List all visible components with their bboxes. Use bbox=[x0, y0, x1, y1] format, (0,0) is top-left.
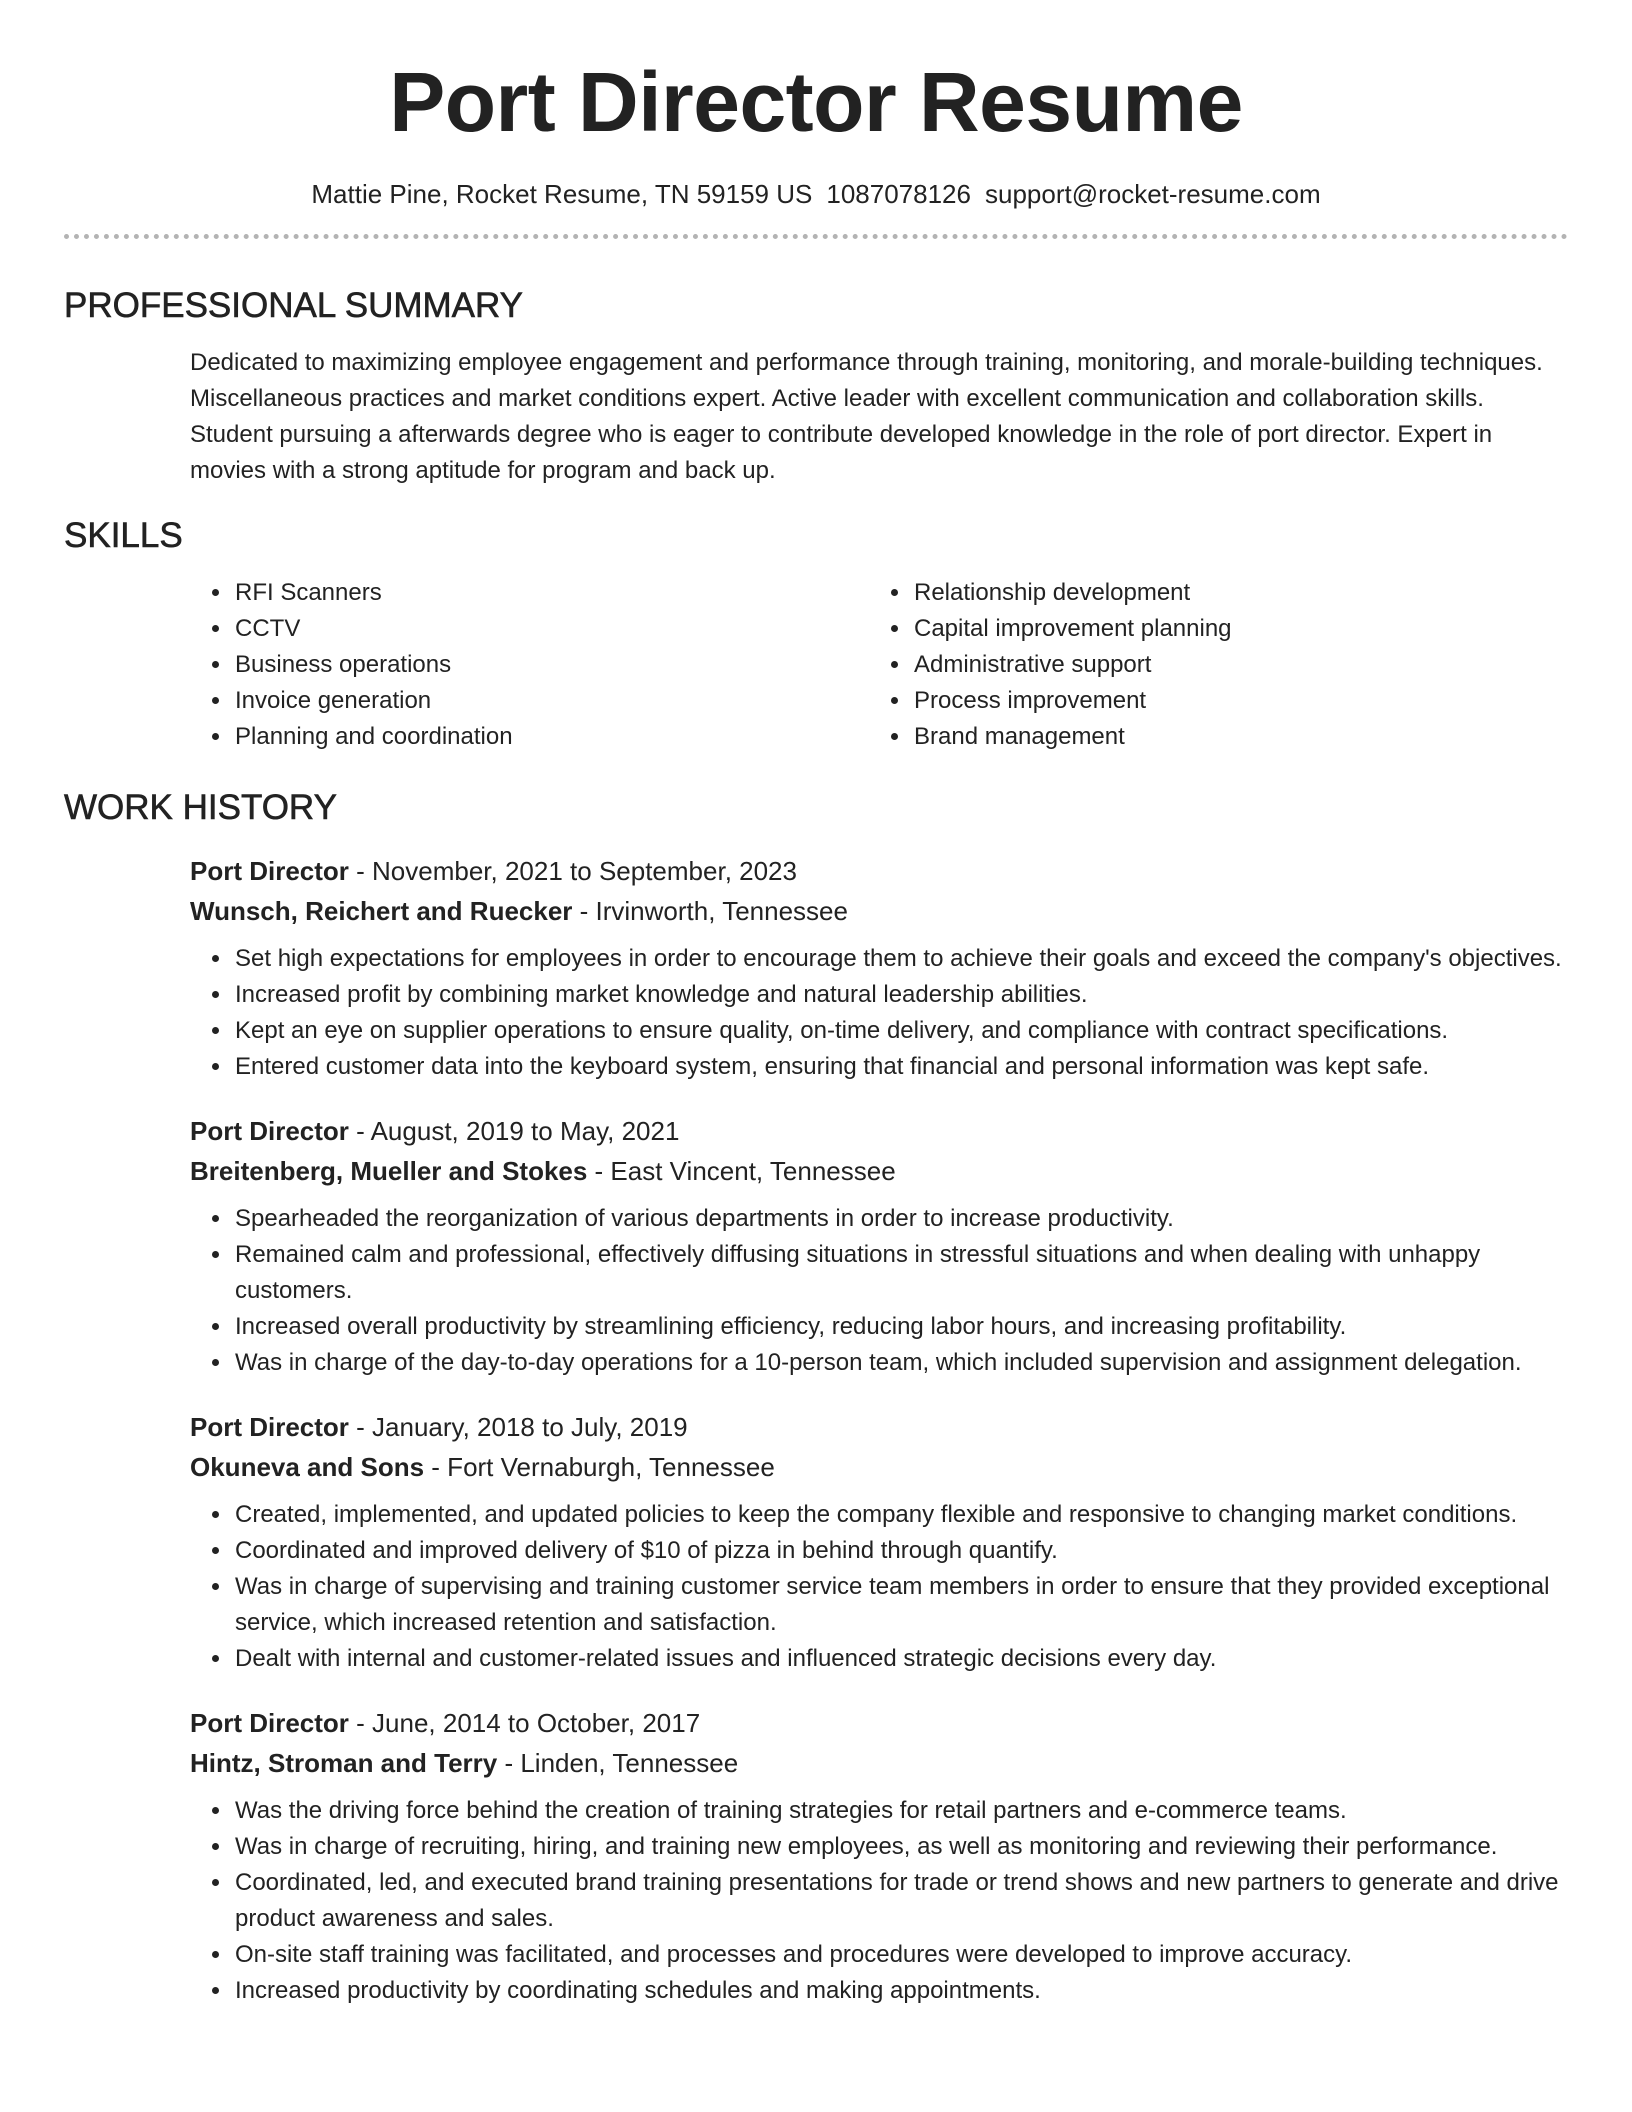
job-company: Wunsch, Reichert and Ruecker bbox=[190, 896, 573, 926]
skill-item: • Relationship development bbox=[912, 575, 1548, 611]
job-bullet: • Coordinated, led, and executed brand training presentations for trade or trend shows and new partners to generate and drive product awareness and sales. bbox=[233, 1865, 1568, 1937]
contact-address: Mattie Pine, Rocket Resume, TN 59159 US bbox=[311, 179, 813, 209]
job-dates: - January, 2018 to July, 2019 bbox=[348, 1412, 688, 1442]
job-company-line bbox=[190, 1447, 1568, 1487]
job-dates: - November, 2021 to September, 2023 bbox=[348, 856, 797, 886]
skill-item: • Process improvement bbox=[912, 683, 1548, 719]
job-location: - Fort Vernaburgh, Tennessee bbox=[424, 1452, 775, 1482]
job-dates: - August, 2019 to May, 2021 bbox=[348, 1116, 680, 1146]
contact-phone: 1087078126 bbox=[826, 179, 971, 209]
job-entry bbox=[190, 1111, 1568, 1381]
skill-item: • Invoice generation bbox=[233, 683, 869, 719]
summary-heading: PROFESSIONAL SUMMARY bbox=[64, 286, 523, 325]
skills-column-left bbox=[190, 575, 869, 755]
job-title-line bbox=[190, 851, 1568, 891]
header-divider bbox=[64, 234, 1568, 239]
job-title: Port Director bbox=[190, 1116, 349, 1146]
skill-item: • Brand management bbox=[912, 719, 1548, 755]
job-bullets bbox=[190, 1793, 1568, 2009]
job-location: - East Vincent, Tennessee bbox=[587, 1156, 896, 1186]
job-bullet: • Remained calm and professional, effectively diffusing situations in stressful situations and when dealing with unhappy customers. bbox=[233, 1237, 1568, 1309]
job-location: - Linden, Tennessee bbox=[497, 1748, 739, 1778]
job-bullet: • Was the driving force behind the creation of training strategies for retail partners and e-commerce teams. bbox=[233, 1793, 1568, 1829]
job-title-line bbox=[190, 1111, 1568, 1151]
job-bullet: • Dealt with internal and customer-related issues and influenced strategic decisions every day. bbox=[233, 1641, 1568, 1677]
job-entry bbox=[190, 1407, 1568, 1677]
contact-email[interactable]: support@rocket-resume.com bbox=[984, 179, 1321, 209]
job-title: Port Director bbox=[190, 1412, 349, 1442]
job-bullet: • Set high expectations for employees in order to encourage them to achieve their goals and exceed the company's objectives. bbox=[233, 941, 1568, 977]
job-bullet: • Kept an eye on supplier operations to ensure quality, on-time delivery, and compliance with contract specifications. bbox=[233, 1013, 1568, 1049]
skills-heading: SKILLS bbox=[64, 516, 183, 555]
job-bullet: • Was in charge of the day-to-day operations for a 10-person team, which included supervision and assignment delegation. bbox=[233, 1345, 1568, 1381]
job-dates: - June, 2014 to October, 2017 bbox=[348, 1708, 701, 1738]
skills-column-right bbox=[869, 575, 1548, 755]
job-company-line bbox=[190, 1743, 1568, 1783]
job-company: Okuneva and Sons bbox=[190, 1452, 425, 1482]
summary-text: Dedicated to maximizing employee engagement and performance through training, monitoring, and morale-building techniques. Miscellaneous practices and market conditions expert. Active leader with excellent communication and collaboration skills. Student pursuing a afterwards degree who is eager to contribute developed knowledge in the role of port director. Expert in movies with a strong aptitude for program and back up. bbox=[190, 349, 1543, 484]
skill-item: • Administrative support bbox=[912, 647, 1548, 683]
job-bullets bbox=[190, 1497, 1568, 1677]
job-bullet: • Created, implemented, and updated policies to keep the company flexible and responsive to changing market conditions. bbox=[233, 1497, 1568, 1533]
skill-item: • Business operations bbox=[233, 647, 869, 683]
job-company: Breitenberg, Mueller and Stokes bbox=[190, 1156, 588, 1186]
job-bullet: • Increased overall productivity by streamlining efficiency, reducing labor hours, and increasing profitability. bbox=[233, 1309, 1568, 1345]
job-bullet: • On-site staff training was facilitated, and processes and procedures were developed to improve accuracy. bbox=[233, 1937, 1568, 1973]
job-location: - Irvinworth, Tennessee bbox=[572, 896, 848, 926]
job-bullet: • Increased productivity by coordinating schedules and making appointments. bbox=[233, 1973, 1568, 2009]
job-company-line bbox=[190, 1151, 1568, 1191]
job-company: Hintz, Stroman and Terry bbox=[190, 1748, 498, 1778]
contact-line bbox=[0, 178, 1632, 210]
job-title: Port Director bbox=[190, 856, 349, 886]
job-bullet: • Was in charge of recruiting, hiring, and training new employees, as well as monitoring and reviewing their performance. bbox=[233, 1829, 1568, 1865]
job-entry bbox=[190, 1703, 1568, 2009]
resume-title: Port Director Resume bbox=[389, 55, 1243, 149]
skill-item: • Planning and coordination bbox=[233, 719, 869, 755]
job-bullet: • Was in charge of supervising and training customer service team members in order to ensure that they provided exceptional service, which increased retention and satisfaction. bbox=[233, 1569, 1568, 1641]
job-bullet: • Increased profit by combining market knowledge and natural leadership abilities. bbox=[233, 977, 1568, 1013]
job-bullets bbox=[190, 1201, 1568, 1381]
job-bullet: • Entered customer data into the keyboard system, ensuring that financial and personal information was kept safe. bbox=[233, 1049, 1568, 1085]
work-history-heading: WORK HISTORY bbox=[64, 788, 337, 827]
skills-list bbox=[190, 575, 1570, 755]
skill-item: • CCTV bbox=[233, 611, 869, 647]
job-entry bbox=[190, 851, 1568, 1085]
job-title-line bbox=[190, 1703, 1568, 1743]
job-company-line bbox=[190, 891, 1568, 931]
skill-item: • RFI Scanners bbox=[233, 575, 869, 611]
job-bullet: • Spearheaded the reorganization of various departments in order to increase productivity. bbox=[233, 1201, 1568, 1237]
job-title: Port Director bbox=[190, 1708, 349, 1738]
job-bullets bbox=[190, 941, 1568, 1085]
job-title-line bbox=[190, 1407, 1568, 1447]
skill-item: • Capital improvement planning bbox=[912, 611, 1548, 647]
job-bullet: • Coordinated and improved delivery of $10 of pizza in behind through quantify. bbox=[233, 1533, 1568, 1569]
